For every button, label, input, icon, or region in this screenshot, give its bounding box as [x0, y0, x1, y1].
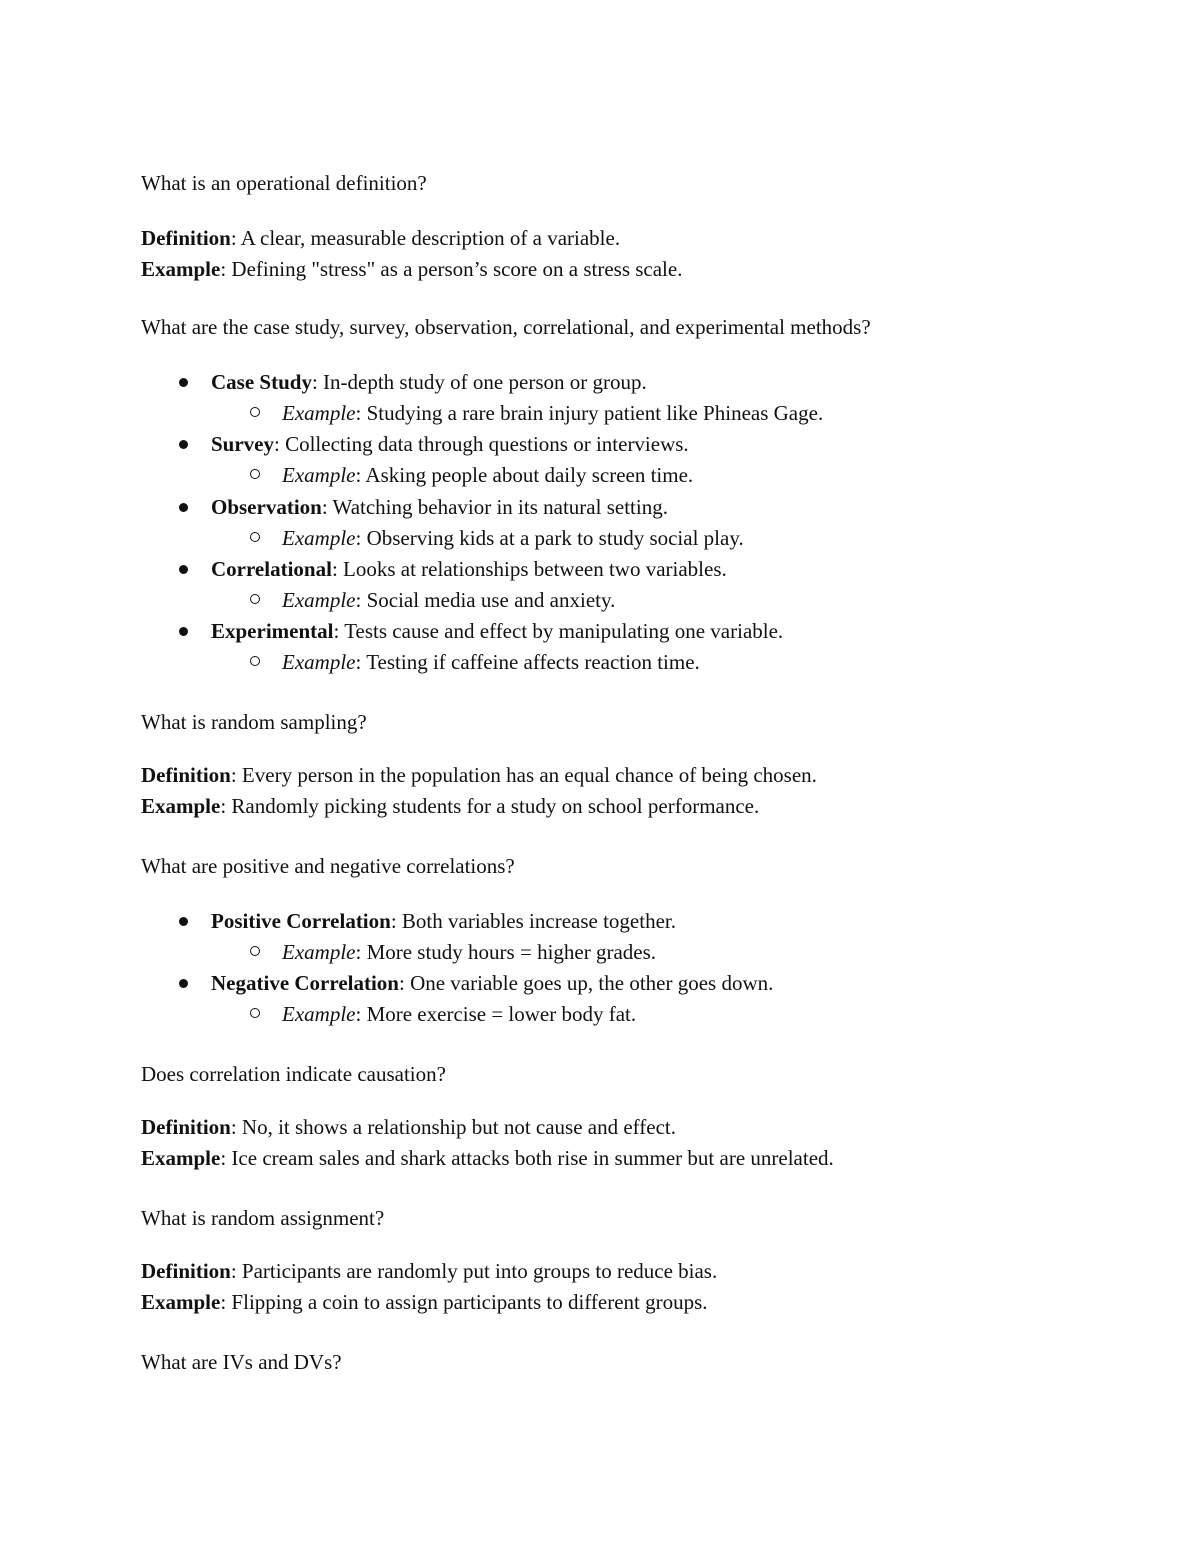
bullet-icon — [179, 917, 188, 926]
hollow-bullet-icon — [250, 1008, 260, 1018]
definition-text: : No, it shows a relationship but not cause and effect. — [230, 1115, 677, 1139]
bullet-icon — [179, 440, 188, 449]
question-random-sampling: What is random sampling? — [141, 710, 367, 734]
method-item — [211, 369, 647, 395]
definition-label: Definition — [141, 226, 231, 250]
bullet-icon — [179, 979, 188, 988]
example-line — [141, 256, 682, 282]
method-example — [282, 462, 693, 488]
method-item — [211, 431, 689, 457]
method-desc: : Looks at relationships between two variables. — [331, 557, 727, 581]
bullet-icon — [179, 503, 188, 512]
definition-line — [141, 225, 620, 251]
example-label: Example — [141, 1290, 221, 1314]
question-operational-definition: What is an operational definition? — [141, 171, 427, 195]
correlation-desc: : One variable goes up, the other goes down. — [398, 971, 774, 995]
hollow-bullet-icon — [250, 594, 260, 604]
example-text: : Ice cream sales and shark attacks both rise in summer but are unrelated. — [220, 1146, 834, 1170]
correlation-term: Positive Correlation — [211, 909, 391, 933]
example-text: : Randomly picking students for a study on school performance. — [220, 794, 760, 818]
method-term: Survey — [211, 432, 274, 456]
example-label: Example — [282, 588, 356, 612]
hollow-bullet-icon — [250, 656, 260, 666]
method-item — [211, 494, 668, 520]
hollow-bullet-icon — [250, 407, 260, 417]
correlation-example — [282, 1001, 636, 1027]
example-label: Example — [282, 401, 356, 425]
definition-label: Definition — [141, 1259, 231, 1283]
example-label: Example — [141, 1146, 221, 1170]
question-causation: Does correlation indicate causation? — [141, 1062, 446, 1086]
example-line — [141, 793, 759, 819]
definition-text: : A clear, measurable description of a variable. — [230, 226, 621, 250]
method-desc: : Collecting data through questions or interviews. — [274, 432, 689, 456]
example-text: : More exercise = lower body fat. — [355, 1002, 637, 1026]
method-item — [211, 618, 783, 644]
question-ivs-dvs: What are IVs and DVs? — [141, 1350, 342, 1374]
example-label: Example — [282, 940, 356, 964]
example-text: : Defining "stress" as a person’s score on a stress scale. — [220, 257, 683, 281]
method-example — [282, 400, 823, 426]
bullet-icon — [179, 627, 188, 636]
example-text: : Observing kids at a park to study social play. — [355, 526, 744, 550]
bullet-icon — [179, 378, 188, 387]
definition-line — [141, 1258, 717, 1284]
example-label: Example — [282, 526, 356, 550]
definition-line — [141, 1114, 676, 1140]
hollow-bullet-icon — [250, 469, 260, 479]
hollow-bullet-icon — [250, 532, 260, 542]
example-label: Example — [141, 257, 221, 281]
method-desc: : Watching behavior in its natural setting. — [321, 495, 668, 519]
correlation-term: Negative Correlation — [211, 971, 399, 995]
example-label: Example — [282, 650, 356, 674]
example-text: : Testing if caffeine affects reaction time. — [355, 650, 700, 674]
method-example — [282, 587, 615, 613]
definition-label: Definition — [141, 763, 231, 787]
definition-line — [141, 762, 817, 788]
method-item — [211, 556, 727, 582]
example-text: : Social media use and anxiety. — [355, 588, 616, 612]
example-label: Example — [282, 463, 356, 487]
definition-label: Definition — [141, 1115, 231, 1139]
correlation-desc: : Both variables increase together. — [390, 909, 676, 933]
method-desc: : Tests cause and effect by manipulating one variable. — [333, 619, 784, 643]
method-example — [282, 649, 700, 675]
correlation-example — [282, 939, 656, 965]
correlation-item — [211, 908, 676, 934]
method-term: Experimental — [211, 619, 334, 643]
method-term: Correlational — [211, 557, 332, 581]
hollow-bullet-icon — [250, 946, 260, 956]
example-text: : Flipping a coin to assign participants to different groups. — [220, 1290, 708, 1314]
definition-text: : Participants are randomly put into groups to reduce bias. — [230, 1259, 718, 1283]
question-research-methods: What are the case study, survey, observation, correlational, and experimental methods? — [141, 315, 871, 339]
example-line — [141, 1145, 834, 1171]
method-desc: : In-depth study of one person or group. — [311, 370, 647, 394]
method-term: Observation — [211, 495, 322, 519]
example-line — [141, 1289, 708, 1315]
example-label: Example — [282, 1002, 356, 1026]
example-text: : Asking people about daily screen time. — [355, 463, 694, 487]
example-label: Example — [141, 794, 221, 818]
question-random-assignment: What is random assignment? — [141, 1206, 385, 1230]
method-example — [282, 525, 744, 551]
bullet-icon — [179, 565, 188, 574]
example-text: : Studying a rare brain injury patient like Phineas Gage. — [355, 401, 824, 425]
question-correlations: What are positive and negative correlations? — [141, 854, 515, 878]
definition-text: : Every person in the population has an equal chance of being chosen. — [230, 763, 817, 787]
example-text: : More study hours = higher grades. — [355, 940, 657, 964]
correlation-item — [211, 970, 773, 996]
method-term: Case Study — [211, 370, 312, 394]
